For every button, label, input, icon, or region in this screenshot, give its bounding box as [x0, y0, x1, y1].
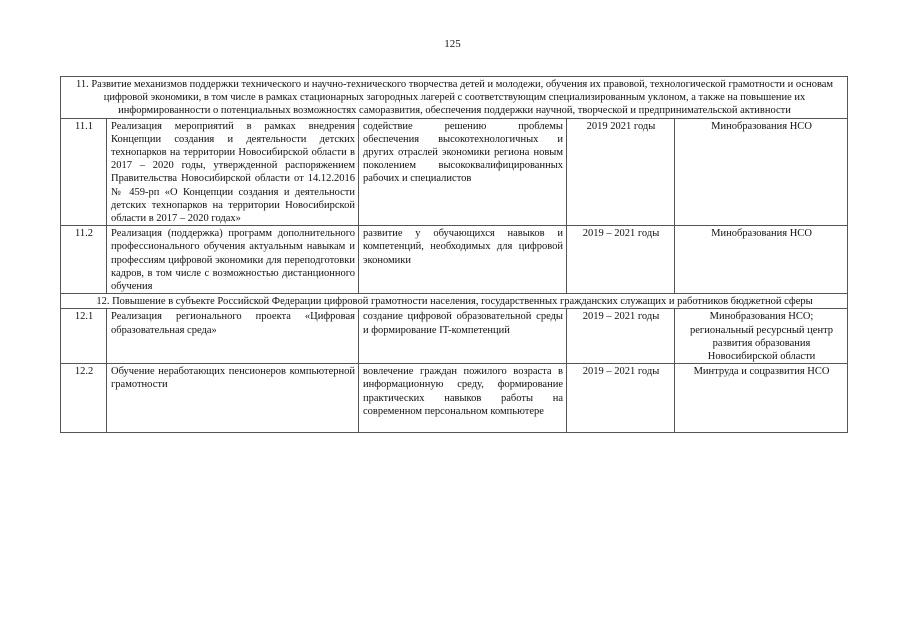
row-number: 11.2: [61, 226, 107, 294]
table-row: [61, 226, 848, 294]
period-cell: 2019 – 2021 годы: [567, 226, 675, 294]
executor-cell: Минобразования НСО: [675, 226, 848, 294]
executor-cell: Минобразования НСО; региональный ресурсный центр развития образования Новосибирской области: [675, 309, 848, 364]
activity-cell: Реализация мероприятий в рамках внедрения Концепции создания и деятельности детских технопарков на территории Новосибирской области в 2017 – 2020 годы, утвержденной распоряжением Правительства Новосибирской области от 14.12.2016 № 459-рп «О Концепции создания и деятельности детских технопарков на территории Новосибирской области в 2017 – 2020 годах»: [107, 118, 359, 226]
result-cell: развитие у обучающихся навыков и компетенций, необходимых для цифровой экономики: [359, 226, 567, 294]
row-number: 12.1: [61, 309, 107, 364]
measures-table: [60, 76, 848, 433]
section-heading: 11. Развитие механизмов поддержки технического и научно-технического творчества детей и молодежи, обучения их правовой, технологической грамотности и основам цифровой экономики, в том числе в рамках стационарных загородных лагерей с соответствующим специализированным уклоном, а также на повышение их информированности о потенциальных возможностях саморазвития, обеспечения поддержки научной, творческой и предпринимательской активности: [61, 77, 848, 119]
executor-cell: Минобразования НСО: [675, 118, 848, 226]
table-row: [61, 309, 848, 364]
result-cell: вовлечение граждан пожилого возраста в информационную среду, формирование практических навыков работы на современном персональном компьютере: [359, 364, 567, 433]
period-cell: 2019 – 2021 годы: [567, 364, 675, 433]
section-header-row: [61, 77, 848, 119]
table-row: [61, 118, 848, 226]
executor-cell: Минтруда и соцразвития НСО: [675, 364, 848, 433]
result-cell: создание цифровой образовательной среды и формирование IT-компетенций: [359, 309, 567, 364]
row-number: 12.2: [61, 364, 107, 433]
period-cell: 2019 – 2021 годы: [567, 309, 675, 364]
table-row: [61, 364, 848, 433]
result-cell: содействие решению проблемы обеспечения высокотехнологичных и других отраслей экономики региона новым поколением высококвалифицированных рабочих и специалистов: [359, 118, 567, 226]
row-number: 11.1: [61, 118, 107, 226]
section-header-row: [61, 294, 848, 309]
page-number: 125: [444, 38, 461, 50]
section-heading: 12. Повышение в субъекте Российской Федерации цифровой грамотности населения, государственных гражданских служащих и работников бюджетной сферы: [61, 294, 848, 309]
activity-cell: Реализация (поддержка) программ дополнительного профессионального обучения актуальным навыкам и профессиям цифровой экономики для переподготовки кадров, в том числе с возможностью дистанционного обучения: [107, 226, 359, 294]
activity-cell: Реализация регионального проекта «Цифровая образовательная среда»: [107, 309, 359, 364]
period-cell: 2019 2021 годы: [567, 118, 675, 226]
activity-cell: Обучение неработающих пенсионеров компьютерной грамотности: [107, 364, 359, 433]
